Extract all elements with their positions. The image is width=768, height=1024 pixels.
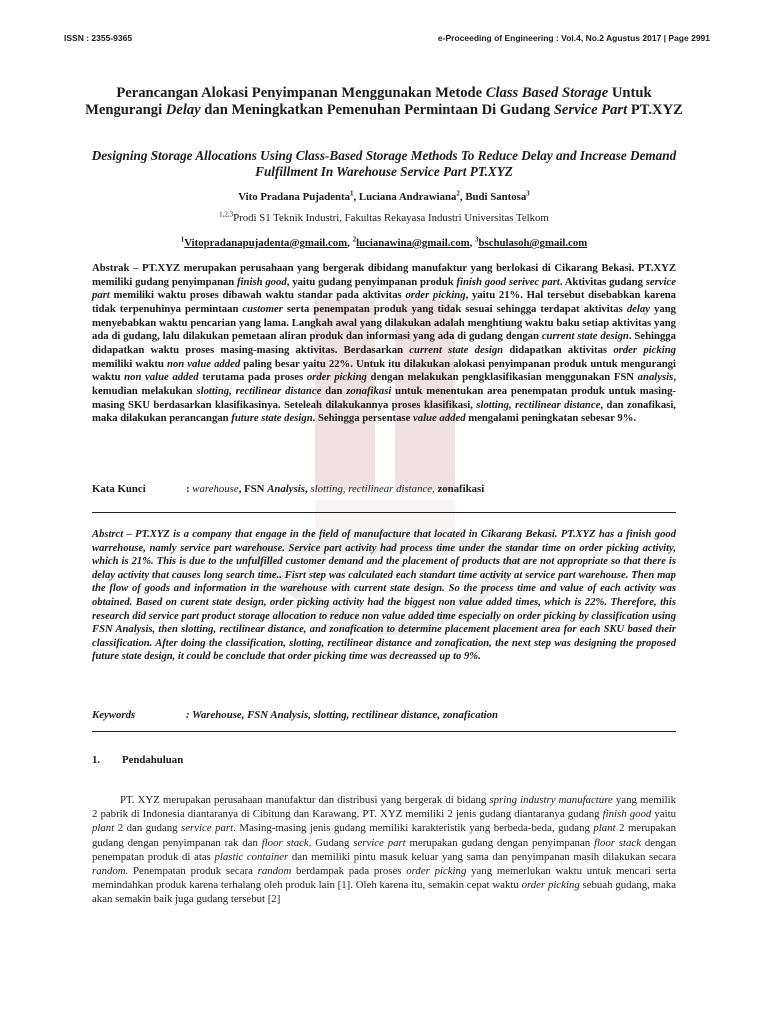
text-run: untuk menentukan area penempatan produk untuk masing-masing SKU berdasarkan klasifikasinya. Seteleah dilakukannya proses klasifikasi, bbox=[92, 384, 676, 411]
text-run: dengan penempatan produk di atas bbox=[92, 836, 677, 863]
text-run: order picking bbox=[613, 343, 676, 356]
text-run: plastic container bbox=[214, 850, 289, 863]
keywords-label: Keywords bbox=[92, 709, 136, 721]
abstract-english: Abstrct – PT.XYZ is a company that engage in the field of manufacture that located in Cikarang Bekasi. PT.XYZ has a finish good warrehouse, namly service part warehouse. Service part activity had process time under the standar time on order picking activity, which is 21%. This is due to the unfulfilled customer demand and the placement of products that are not appropriate so that there is delay activity that causes long search time.. Fisrt step was calculated each standart time activity at service part warehouse. Then map the flow of goods and information in the warehouse with current state design. So the process time and value of each activity was obtained. Based on curent state design, order picking activity had the biggest non value added times, which is 22%. Therefore, this research did service part product storage allocation to reduce non value added time especially on order picking by classification using FSN Analysis, then slotting, rectilinear distance, and zonafication to determine placement placement area for each SKU based their classification. After doing the classification, slotting, rectilinear distance and zonafication, the next step was designing the proposed future state design, it could be conclude that order picking time was decreassed up to 9%. bbox=[92, 529, 676, 663]
section-heading: 1. Pendahuluan bbox=[92, 754, 184, 766]
text-run: dengan melakukan pengklasifikasian menggunakan FSN bbox=[366, 371, 638, 384]
text-run: service part bbox=[353, 836, 406, 849]
text-run: value added bbox=[413, 412, 466, 425]
email-link[interactable]: bschulasoh@gmail.com bbox=[478, 237, 588, 249]
text-run: merupakan gudang dengan penyimpanan bbox=[405, 836, 594, 849]
running-header bbox=[64, 33, 710, 47]
text-run: paling besar yaitu 22%. Untuk itu dilakukan alokasi penyimpanan produk untuk mengurangi waktu bbox=[92, 357, 676, 384]
text-run: 2 dan gudang bbox=[114, 822, 182, 835]
text-run: , yaitu gudang penyimpanan produk bbox=[286, 275, 457, 288]
text-run: , dan zonafikasi, maka dilakukan perancangan bbox=[92, 398, 676, 425]
text-run: plant bbox=[593, 822, 616, 835]
text-run: dan memiliki pintu masuk keluar yang sama dan penyimpanan masih dilakukan secara bbox=[288, 850, 676, 863]
issn-text: ISSN : 2355-9365 bbox=[64, 33, 133, 43]
text-run: . Sehingga persentase bbox=[312, 412, 413, 425]
text-run: order picking bbox=[306, 371, 367, 384]
text-run: . Sehingga didapatkan waktu proses masing-masing aktivitas. Berdasarkan bbox=[92, 330, 676, 356]
divider bbox=[92, 731, 676, 732]
paper-title-english: Designing Storage Allocations Using Class-Based Storage Methods To Reduce Delay and Increase Demand Fulfillment In Warehouse Service Part PT.XYZ bbox=[91, 148, 677, 179]
introduction-paragraph bbox=[92, 793, 676, 907]
text-run: Abstrak – PT.XYZ merupakan perusahaan yang bergerak dibidang manufaktur yang berlokasi di Cikarang Bekasi. PT.XYZ memiliki gudang penyimpanan bbox=[92, 262, 676, 288]
author-emails: $^1$Vitopradanapujadenta@gmail.com, $^2$lucianawina@gmail.com, $^3$bschulasoh@gmail.com bbox=[180, 235, 588, 249]
affiliation: $^{1,2,3}$Prodi S1 Teknik Industri, Fakultas Rekayasa Industri Universitas Telkom bbox=[219, 210, 549, 224]
text-run: slotting, rectilinear distance bbox=[476, 398, 601, 411]
text-run: finish good bbox=[602, 808, 652, 821]
text-run: random. bbox=[92, 865, 129, 878]
text-run: terutama pada proses bbox=[198, 371, 307, 384]
text-run: non value added bbox=[124, 371, 199, 384]
keywords: Keywords : Warehouse, FSN Analysis, slotting, rectilinear distance, zonafication bbox=[92, 709, 499, 721]
text-run: finish good bbox=[237, 275, 287, 288]
author-name: Vito Pradana Pujadenta bbox=[238, 191, 351, 203]
text-run: berdampak pada proses bbox=[291, 865, 407, 878]
text-run: current state design bbox=[409, 343, 504, 356]
abstract-indonesian bbox=[92, 262, 676, 426]
text-run: service part bbox=[181, 822, 234, 835]
text-run: , yaitu 21%. Hal tersebut disebabkan karena tidak terpenuhinya permintaan bbox=[92, 289, 676, 315]
text-run: , kemudian melakukan bbox=[92, 371, 676, 397]
text-run: plant bbox=[92, 822, 115, 835]
text-run: order picking bbox=[406, 865, 467, 878]
kata-kunci-label: Kata Kunci bbox=[92, 483, 146, 495]
text-run: service part bbox=[92, 275, 676, 302]
text-run: delay bbox=[626, 302, 650, 315]
text-run: order picking bbox=[405, 289, 466, 302]
text-run: random bbox=[257, 865, 292, 878]
text-run: yaitu bbox=[651, 808, 676, 821]
kata-kunci: Kata Kunci : warehouse, FSN Analysis, slotting, rectilinear distance, zonafikasi bbox=[92, 483, 485, 495]
author-list: Vito Pradana Pujadenta$^1$, Luciana Andrawiana$^2$, Budi Santosa$^3$ bbox=[238, 189, 530, 203]
text-run: . Aktivitas gudang bbox=[559, 275, 646, 288]
text-run: mengalami peningkatan sebesar 9%. bbox=[465, 412, 637, 425]
text-run: floor stack bbox=[593, 836, 641, 849]
text-run: yang memerlukan waktu untuk mencari serta memindahkan produk karena terhalang oleh produk lain [1]. Oleh karena itu, semakin cepat waktu bbox=[92, 865, 676, 892]
text-run: current state design bbox=[541, 330, 629, 343]
text-run: floor stack bbox=[261, 836, 309, 849]
text-run: sebuah gudang, maka akan semakin baik juga gudang tersebut [2] bbox=[92, 879, 676, 906]
text-run: serta penempatan produk yang tidak sesuai sehingga terdapat aktivitas bbox=[282, 302, 627, 315]
text-run: future state design bbox=[231, 412, 313, 425]
text-run: slotting, rectilinear distance bbox=[196, 384, 322, 397]
text-run: . Masing-masing jenis gudang memiliki karakteristik yang berbeda-beda, gudang bbox=[233, 822, 594, 835]
text-run: yang memilik 2 pabrik di Indonesia diantaranya di Cibitung dan Karawang. PT. XYZ memiliki 2 jenis gudang diantaranya gudang bbox=[92, 794, 677, 821]
author-name: Budi Santosa bbox=[465, 191, 527, 203]
email-link[interactable]: lucianawina@gmail.com bbox=[356, 237, 470, 249]
text-run: didapatkan aktivitas bbox=[503, 343, 614, 356]
journal-info: e-Proceeding of Engineering : Vol.4, No.2 Agustus 2017 | Page 2991 bbox=[437, 33, 710, 43]
text-run: customer bbox=[242, 302, 283, 315]
text-run: 2 merupakan gudang dengan penyimpanan rak dan bbox=[92, 822, 676, 849]
text-run: PT. XYZ merupakan perusahaan manufaktur dan distribusi yang bergerak di bidang bbox=[120, 794, 490, 806]
text-run: order picking bbox=[521, 879, 580, 892]
email-link[interactable]: Vitopradanapujadenta@gmail.com bbox=[184, 237, 348, 249]
text-run: Penempatan produk secara bbox=[128, 865, 258, 878]
text-run: spring industry manufacture bbox=[489, 794, 613, 806]
text-run: . Gudang bbox=[308, 836, 354, 849]
text-run: non value added bbox=[167, 357, 241, 370]
text-run: analysis bbox=[637, 371, 674, 384]
text-run: memiliki waktu proses dibawah waktu standar pada aktivitas bbox=[109, 289, 406, 302]
paper-title-indonesian: Perancangan Alokasi Penyimpanan Menggunakan Metode Class Based Storage Untuk Mengurangi Delay dan Meningkatkan Pemenuhan Permintaan Di Gudang Service Part PT.XYZ bbox=[85, 85, 683, 118]
text-run: yang menyebabkan waktu pencarian yang lama. Langkah awal yang dilakukan adalah menghtiung waktu baku setiap aktivitas yang ada di gudang, lalu dilakukan pemetaan aliran produk dan informasi yang ada di gudang dengan bbox=[92, 302, 676, 343]
divider bbox=[92, 512, 676, 513]
text-run: dan bbox=[321, 384, 347, 397]
text-run: zonafikasi bbox=[346, 384, 392, 397]
text-run: finish good serivec part bbox=[456, 275, 560, 288]
author-name: Luciana Andrawiana bbox=[358, 191, 457, 203]
text-run: memiliki waktu bbox=[92, 357, 167, 370]
